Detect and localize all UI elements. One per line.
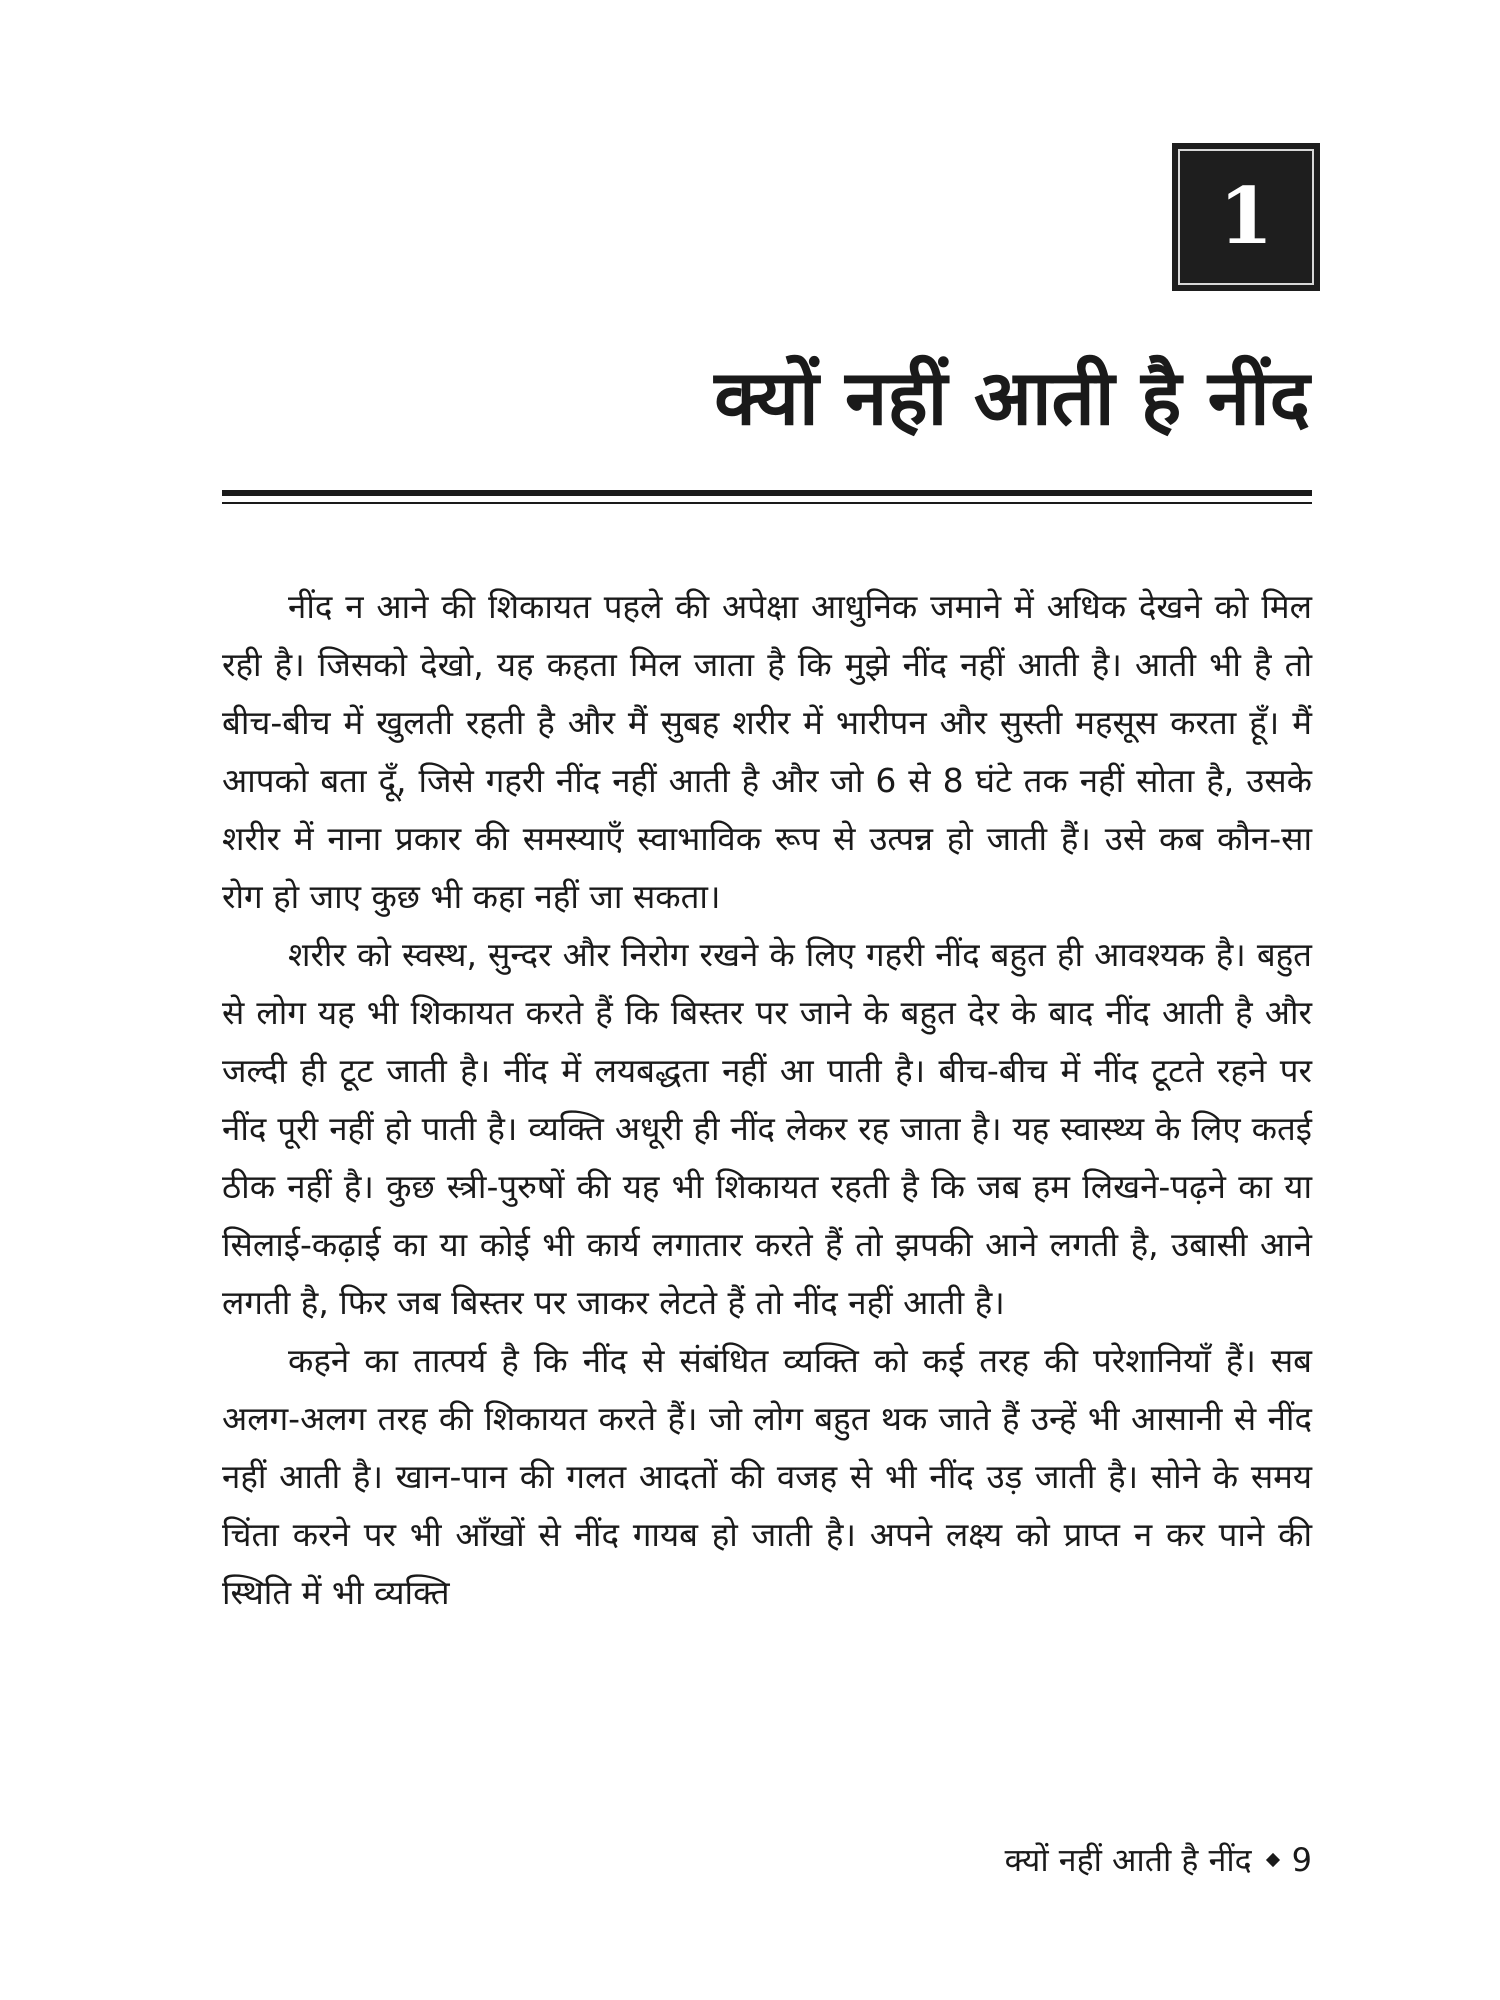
paragraph-1: नींद न आने की शिकायत पहले की अपेक्षा आधुनिक जमाने में अधिक देखने को मिल रही है। जिसको देखो, यह कहता मिल जाता है कि मुझे नींद नहीं आती है। आती भी है तो बीच-बीच में खुलती रहती है और मैं सुबह शरीर में भारीपन और सुस्ती महसूस करता हूँ। मैं आपको बता दूँ, जिसे गहरी नींद नहीं आती है और जो 6 से 8 घंटे तक नहीं सोता है, उसके शरीर में नाना प्रकार की समस्याएँ स्वाभाविक रूप से उत्पन्न हो जाती हैं। उसे कब कौन-सा रोग हो जाए कुछ भी कहा नहीं जा सकता। <box>222 587 1312 916</box>
chapter-number: 1 <box>1178 149 1314 285</box>
page-footer <box>1005 1838 1312 1881</box>
title-rule-thick <box>222 490 1312 496</box>
paragraph-3: कहने का तात्पर्य है कि नींद से संबंधित व्यक्ति को कई तरह की परेशानियाँ हैं। सब अलग-अलग तरह की शिकायत करते हैं। जो लोग बहुत थक जाते हैं उन्हें भी आसानी से नींद नहीं आती है। खान-पान की गलत आदतों की वजह से भी नींद उड़ जाती है। सोने के समय चिंता करने पर भी आँखों से नींद गायब हो जाती है। अपने लक्ष्य को प्राप्त न कर पाने की स्थिति में भी व्यक्ति <box>222 1341 1313 1612</box>
chapter-number-box <box>1172 143 1320 291</box>
paragraph-2: शरीर को स्वस्थ, सुन्दर और निरोग रखने के लिए गहरी नींद बहुत ही आवश्यक है। बहुत से लोग यह भी शिकायत करते हैं कि बिस्तर पर जाने के बहुत देर के बाद नींद आती है और जल्दी ही टूट जाती है। नींद में लयबद्धता नहीं आ पाती है। बीच-बीच में नींद टूटते रहने पर नींद पूरी नहीं हो पाती है। व्यक्ति अधूरी ही नींद लेकर रह जाता है। यह स्वास्थ्य के लिए कतई ठीक नहीं है। कुछ स्त्री-पुरुषों की यह भी शिकायत रहती है कि जब हम लिखने-पढ़ने का या सिलाई-कढ़ाई का या कोई भी कार्य लगातार करते हैं तो झपकी आने लगती है, उबासी आने लगती है, फिर जब बिस्तर पर जाकर लेटते हैं तो नींद नहीं आती है। <box>222 935 1312 1322</box>
title-rule-thin <box>222 502 1312 504</box>
body-text <box>222 578 1312 1622</box>
page-number: 9 <box>1291 1840 1312 1879</box>
chapter-title: क्यों नहीं आती है नींद <box>714 353 1310 442</box>
diamond-bullet-icon <box>1266 1852 1280 1866</box>
running-title: क्यों नहीं आती है नींद <box>1004 1841 1252 1879</box>
